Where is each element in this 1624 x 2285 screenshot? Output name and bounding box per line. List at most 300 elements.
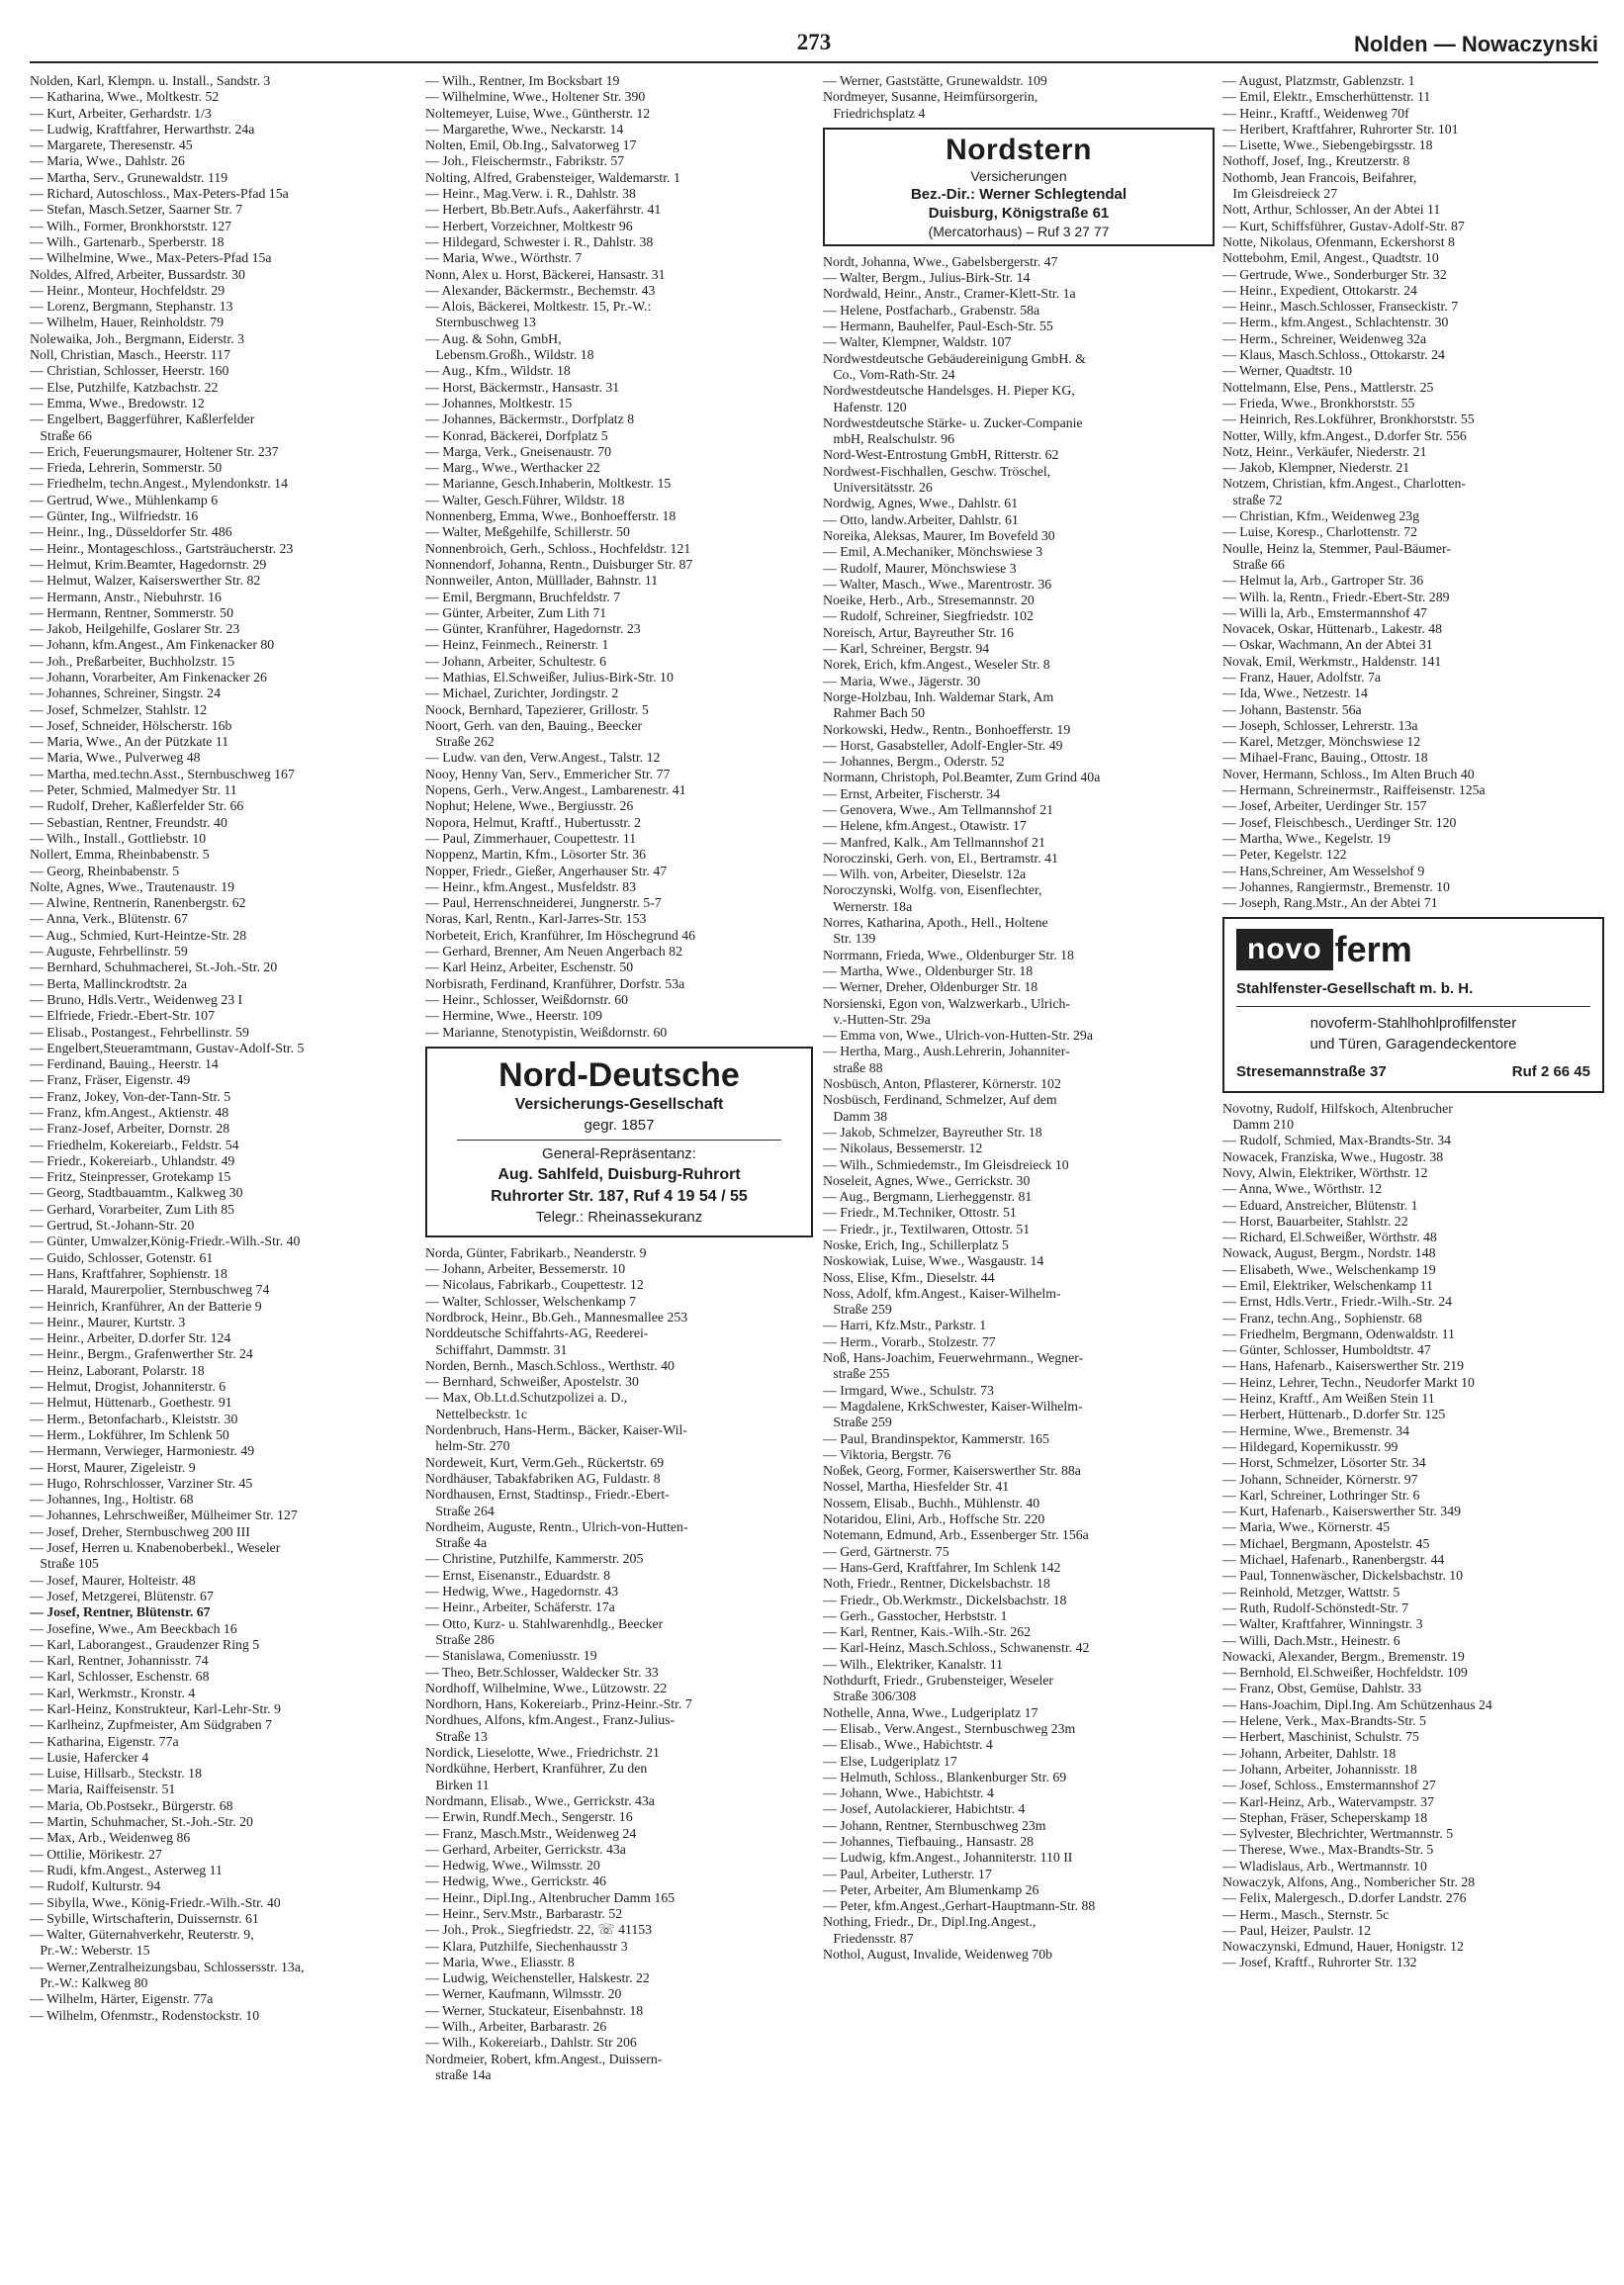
directory-entry: — Gertrude, Wwe., Sonderburger Str. 32 bbox=[1222, 266, 1447, 282]
directory-entry: — Karl, Schlosser, Eschenstr. 68 bbox=[30, 1669, 210, 1685]
directory-entry: — Hermine, Wwe., Bremenstr. 34 bbox=[1222, 1422, 1410, 1438]
directory-entry: — Bernhard, Schuhmacherei, St.-Joh.-Str. 20 bbox=[30, 960, 278, 975]
directory-entry: — Guido, Schlosser, Gotenstr. 61 bbox=[30, 1249, 214, 1265]
directory-entry: — Aug., Bergmann, Lierheggenstr. 81 bbox=[823, 1189, 1033, 1205]
directory-entry: — Bernhard, Schweißer, Apostelstr. 30 bbox=[425, 1374, 639, 1390]
directory-entry: — Maria, Raiffeisenstr. 51 bbox=[30, 1782, 176, 1797]
directory-entry: Noock, Bernhard, Tapezierer, Grillostr. 5 bbox=[425, 701, 649, 717]
directory-entry: — Berta, Mallinckrodtstr. 2a bbox=[30, 975, 188, 991]
directory-entry: Nophut; Helene, Wwe., Bergiusstr. 26 bbox=[425, 798, 634, 814]
directory-entry: mbH, Realschulstr. 96 bbox=[823, 431, 954, 447]
directory-entry: — Hermann, Verwieger, Harmoniestr. 49 bbox=[30, 1443, 255, 1459]
directory-entry: — Heinr., Ing., Düsseldorfer Str. 486 bbox=[30, 524, 232, 540]
directory-entry: — Friedr., Ob.Werkmstr., Dickelsbachstr. 18 bbox=[823, 1592, 1067, 1607]
directory-entry: Straße 286 bbox=[425, 1631, 495, 1647]
directory-entry: — Wilhelmine, Wwe., Holtener Str. 390 bbox=[425, 89, 646, 105]
directory-entry: — Wilh., Rentner, Im Bocksbart 19 bbox=[425, 73, 620, 88]
directory-entry: — Hugo, Rohrschlosser, Varziner Str. 45 bbox=[30, 1475, 253, 1491]
directory-entry: Nowacek, Franziska, Wwe., Hugostr. 38 bbox=[1222, 1148, 1444, 1164]
directory-entry: Nordwestdeutsche Stärke- u. Zucker-Companie bbox=[823, 414, 1083, 430]
directory-entry: — Wilhelmine, Wwe., Max-Peters-Pfad 15a bbox=[30, 250, 272, 266]
directory-entry: — Johannes, Tiefbauing., Hansastr. 28 bbox=[823, 1833, 1035, 1849]
nordstern-ad bbox=[823, 128, 1215, 246]
directory-entry: Noulle, Heinz la, Stemmer, Paul-Bäumer- bbox=[1222, 540, 1451, 556]
directory-entry: Nordmeier, Robert, kfm.Angest., Duissern- bbox=[425, 2051, 663, 2066]
directory-entry: — Marianne, Stenotypistin, Weißdornstr. 60 bbox=[425, 1024, 668, 1040]
directory-entry: Straße 306/308 bbox=[823, 1689, 917, 1704]
directory-entry: — Friedr., M.Techniker, Ottostr. 51 bbox=[823, 1205, 1017, 1221]
directory-entry: — Herbert, Bb.Betr.Aufs., Aakerfährstr. 41 bbox=[425, 202, 662, 218]
directory-entry: — Herm., kfm.Angest., Schlachtenstr. 30 bbox=[1222, 315, 1449, 330]
ad-address-2: Ruhrorter Str. 187, Ruf 4 19 54 / 55 bbox=[491, 1187, 748, 1205]
directory-entry: — Franz, Masch.Mstr., Weidenweg 24 bbox=[425, 1825, 637, 1841]
directory-entry: — Else, Putzhilfe, Katzbachstr. 22 bbox=[30, 379, 219, 395]
directory-entry: — Heinz, Laborant, Polarstr. 18 bbox=[30, 1362, 205, 1378]
directory-entry: — Aug. & Sohn, GmbH, bbox=[425, 330, 562, 346]
directory-entry: Birken 11 bbox=[425, 1777, 490, 1792]
directory-entry: — Marg., Wwe., Werthacker 22 bbox=[425, 460, 600, 476]
directory-entry: — Margarete, Theresenstr. 45 bbox=[30, 137, 193, 153]
directory-entry: Nolden, Karl, Klempn. u. Install., Sandstr. 3 bbox=[30, 73, 271, 88]
directory-entry: — Kurt, Arbeiter, Gerhardstr. 1/3 bbox=[30, 105, 212, 121]
directory-entry: — Ludwig, kfm.Angest., Johanniterstr. 110 II bbox=[823, 1850, 1073, 1866]
directory-entry: — Fritz, Steinpresser, Grotekamp 15 bbox=[30, 1169, 231, 1185]
directory-entry: — Hildegard, Kopernikusstr. 99 bbox=[1222, 1438, 1398, 1454]
directory-entry: — Heribert, Kraftfahrer, Ruhrorter Str. 101 bbox=[1222, 121, 1459, 137]
directory-entry: — Rudolf, Kulturstr. 94 bbox=[30, 1878, 161, 1894]
directory-entry: — Gertrud, St.-Johann-Str. 20 bbox=[30, 1218, 195, 1234]
directory-entry: — Wilh., Install., Gottliebstr. 10 bbox=[30, 830, 207, 846]
directory-entry: Novak, Emil, Werkmstr., Haldenstr. 141 bbox=[1222, 653, 1442, 669]
directory-entry: — Josef, Schmelzer, Stahlstr. 12 bbox=[30, 701, 208, 717]
directory-entry: Notemann, Edmund, Arb., Essenberger Str. 156a bbox=[823, 1527, 1089, 1543]
directory-entry: — Elisab., Postangest., Fehrbellinstr. 59 bbox=[30, 1024, 249, 1040]
directory-entry: — Josef, Kraftf., Ruhrorter Str. 132 bbox=[1222, 1955, 1417, 1970]
directory-entry: Nottebohm, Emil, Angest., Quadtstr. 10 bbox=[1222, 250, 1439, 266]
directory-entry: — Herbert, Vorzeichner, Moltkestr 96 bbox=[425, 218, 633, 233]
directory-entry: — Nikolaus, Bessemerstr. 12 bbox=[823, 1141, 983, 1156]
directory-entry: — Walter, Schlosser, Welschenkamp 7 bbox=[425, 1293, 637, 1309]
directory-entry: — Josef, Autolackierer, Habichtstr. 4 bbox=[823, 1801, 1026, 1817]
directory-entry: — Wilh., Kokereiarb., Dahlstr. Str 206 bbox=[425, 2035, 637, 2051]
ad-telegram: Telegr.: Rheinassekuranz bbox=[535, 1208, 703, 1226]
directory-entry: — Wilhelm, Ofenmstr., Rodenstockstr. 10 bbox=[30, 2007, 260, 2023]
directory-entry: Noeike, Herb., Arb., Stresemannstr. 20 bbox=[823, 593, 1035, 608]
directory-entry: Straße 13 bbox=[425, 1728, 488, 1744]
directory-entry: Norbisrath, Ferdinand, Kranführer, Dorfstr. 53a bbox=[425, 975, 685, 991]
directory-entry: — Joseph, Rang.Mstr., An der Abtei 71 bbox=[1222, 895, 1438, 911]
directory-entry: — Josef, Fleischbesch., Uerdinger Str. 120 bbox=[1222, 814, 1457, 830]
directory-entry: — Johannes, Ing., Holtistr. 68 bbox=[30, 1492, 194, 1508]
directory-entry: — Werner, Gaststätte, Grunewaldstr. 109 bbox=[823, 73, 1047, 88]
directory-entry: — Auguste, Fehrbellinstr. 59 bbox=[30, 944, 188, 960]
directory-entry: — Helene, Verk., Max-Brandts-Str. 5 bbox=[1222, 1713, 1426, 1729]
directory-entry: — Franz, techn.Ang., Sophienstr. 68 bbox=[1222, 1310, 1422, 1325]
directory-entry: Nordhorn, Hans, Kokereiarb., Prinz-Heinr.-Str. 7 bbox=[425, 1696, 692, 1712]
directory-entry: — Karl, Rentner, Kais.-Wilh.-Str. 262 bbox=[823, 1624, 1032, 1640]
directory-entry: — Engelbert, Baggerführer, Kaßlerfelder bbox=[30, 411, 255, 427]
directory-entry: Noll, Christian, Masch., Heerstr. 117 bbox=[30, 347, 230, 363]
directory-entry: — Felix, Malergesch., D.dorfer Landstr. 276 bbox=[1222, 1890, 1467, 1906]
directory-entry: — Joh., Fleischermstr., Fabrikstr. 57 bbox=[425, 153, 625, 169]
directory-entry: Co., Vom-Rath-Str. 24 bbox=[823, 366, 955, 382]
directory-entry: Nordheim, Auguste, Rentn., Ulrich-von-Hutten- bbox=[425, 1518, 688, 1534]
directory-entry: — Genovera, Wwe., Am Tellmannshof 21 bbox=[823, 801, 1054, 817]
directory-entry: — Karlheinz, Zupfmeister, Am Südgraben 7 bbox=[30, 1717, 273, 1733]
directory-entry: — Ludwig, Kraftfahrer, Herwarthstr. 24a bbox=[30, 121, 255, 137]
directory-entry: Normann, Christoph, Pol.Beamter, Zum Grind 40a bbox=[823, 770, 1101, 785]
directory-entry: — Sylvester, Blechrichter, Wertmannstr. 5 bbox=[1222, 1826, 1454, 1842]
logo-part-a: novo bbox=[1236, 929, 1333, 970]
directory-entry: — Oskar, Wachmann, An der Abtei 31 bbox=[1222, 637, 1433, 653]
directory-entry: Nothomb, Jean Francois, Beifahrer, bbox=[1222, 169, 1417, 185]
directory-entry: Rahmer Bach 50 bbox=[823, 705, 926, 721]
directory-entry: — Rudolf, Maurer, Mönchswiese 3 bbox=[823, 560, 1017, 576]
directory-entry: — Günter, Arbeiter, Zum Lith 71 bbox=[425, 604, 607, 620]
directory-entry: — Gerhard, Brenner, Am Neuen Angerbach 82 bbox=[425, 944, 682, 960]
directory-entry: — Paul, Herrenschneiderei, Jungnerstr. 5-7 bbox=[425, 895, 662, 911]
directory-entry: — Richard, Autoschloss., Max-Peters-Pfad 15a bbox=[30, 186, 289, 202]
directory-entry: — Michael, Hafenarb., Ranenbergstr. 44 bbox=[1222, 1552, 1445, 1568]
directory-entry: — Josef, Arbeiter, Uerdinger Str. 157 bbox=[1222, 798, 1427, 814]
directory-entry: — Heinr., Arbeiter, D.dorfer Str. 124 bbox=[30, 1330, 231, 1346]
directory-entry: Nordhäuser, Tabakfabriken AG, Fuldastr. 8 bbox=[425, 1470, 661, 1486]
directory-entry: — Friedhelm, Kokereiarb., Feldstr. 54 bbox=[30, 1137, 239, 1152]
directory-entry: Nowacki, Alexander, Bergm., Bremenstr. 19 bbox=[1222, 1648, 1465, 1664]
directory-entry: Noldes, Alfred, Arbeiter, Bussardstr. 30 bbox=[30, 266, 245, 282]
directory-entry: Noort, Gerh. van den, Bauing., Beecker bbox=[425, 717, 643, 733]
directory-entry: — Franz-Josef, Arbeiter, Dornstr. 28 bbox=[30, 1121, 230, 1137]
directory-entry: Novotny, Rudolf, Hilfskoch, Altenbrucher bbox=[1222, 1100, 1453, 1116]
directory-entry: — Paul, Heizer, Paulstr. 12 bbox=[1222, 1922, 1372, 1938]
novoferm-ad bbox=[1222, 917, 1604, 1092]
directory-entry: — Otto, landw.Arbeiter, Dahlstr. 61 bbox=[823, 511, 1019, 527]
directory-entry: — Elisabeth, Wwe., Welschenkamp 19 bbox=[1222, 1261, 1436, 1277]
directory-entry: — Josef, Maurer, Holteistr. 48 bbox=[30, 1572, 196, 1588]
directory-entry: — Elisab., Wwe., Habichtstr. 4 bbox=[823, 1737, 993, 1753]
directory-entry: — Margarethe, Wwe., Neckarstr. 14 bbox=[425, 121, 624, 137]
directory-entry: — Katharina, Wwe., Moltkestr. 52 bbox=[30, 89, 220, 105]
directory-entry: — Luise, Koresp., Charlottenstr. 72 bbox=[1222, 524, 1417, 540]
directory-entry: — Christian, Schlosser, Heerstr. 160 bbox=[30, 363, 229, 379]
directory-entry: Norda, Günter, Fabrikarb., Neanderstr. 9 bbox=[425, 1244, 647, 1260]
directory-entry: — Friedr., Kokereiarb., Uhlandstr. 49 bbox=[30, 1152, 235, 1168]
directory-entry: — Jakob, Klempner, Niederstr. 21 bbox=[1222, 460, 1410, 476]
directory-entry: — Theo, Betr.Schlosser, Waldecker Str. 33 bbox=[425, 1664, 659, 1680]
directory-entry: Nowack, August, Bergm., Nordstr. 148 bbox=[1222, 1245, 1436, 1261]
directory-entry: — Mihael-Franc, Bauing., Ottostr. 18 bbox=[1222, 750, 1428, 766]
directory-entry: — Heinr., Expedient, Ottokarstr. 24 bbox=[1222, 282, 1417, 298]
directory-entry: Straße 259 bbox=[823, 1302, 892, 1318]
directory-entry: — Hermann, Rentner, Sommerstr. 50 bbox=[30, 604, 233, 620]
directory-entry: — Johann, Arbeiter, Johannisstr. 18 bbox=[1222, 1761, 1417, 1777]
directory-entry: — Franz, Obst, Gemüse, Dahlstr. 33 bbox=[1222, 1681, 1422, 1696]
directory-entry: — Wilh., Schmiedemstr., Im Gleisdreieck 10 bbox=[823, 1156, 1069, 1172]
directory-entry: — Emma von, Wwe., Ulrich-von-Hutten-Str. 29a bbox=[823, 1028, 1093, 1044]
directory-entry: — Frieda, Wwe., Bronkhorststr. 55 bbox=[1222, 395, 1415, 411]
directory-entry: Norddeutsche Schiffahrts-AG, Reederei- bbox=[425, 1325, 649, 1341]
directory-entry: — Hermann, Bauhelfer, Paul-Esch-Str. 55 bbox=[823, 319, 1053, 334]
directory-entry: — Walter, Kraftfahrer, Winningstr. 3 bbox=[1222, 1616, 1423, 1632]
directory-entry: — Else, Ludgeriplatz 17 bbox=[823, 1753, 957, 1769]
directory-entry: — Karel, Metzger, Mönchswiese 12 bbox=[1222, 734, 1421, 750]
directory-entry: — Helmut, Hüttenarb., Goethestr. 91 bbox=[30, 1395, 232, 1411]
directory-entry: Nossem, Elisab., Buchh., Mühlenstr. 40 bbox=[823, 1495, 1040, 1510]
directory-entry: Norek, Erich, kfm.Angest., Weseler Str. 8 bbox=[823, 657, 1050, 673]
column-1 bbox=[30, 73, 417, 2024]
directory-entry: — Karl, Schreiner, Lothringer Str. 6 bbox=[1222, 1487, 1420, 1503]
directory-entry: — Alois, Bäckerei, Moltkestr. 15, Pr.-W.: bbox=[425, 299, 652, 315]
ad-founded: gegr. 1857 bbox=[584, 1116, 655, 1134]
directory-entry: Nossel, Martha, Hiesfelder Str. 41 bbox=[823, 1479, 1010, 1495]
directory-entry: — Konrad, Bäckerei, Dorfplatz 5 bbox=[425, 427, 608, 443]
directory-entry: — Jakob, Heilgehilfe, Goslarer Str. 23 bbox=[30, 621, 240, 637]
directory-entry: — Ferdinand, Bauing., Heerstr. 14 bbox=[30, 1056, 219, 1072]
directory-entry: — Kurt, Hafenarb., Kaiserswerther Str. 349 bbox=[1222, 1504, 1461, 1519]
directory-entry: Straße 66 bbox=[1222, 556, 1285, 572]
directory-entry: Nothdurft, Friedr., Grubensteiger, Weseler bbox=[823, 1673, 1053, 1689]
directory-entry: Nolting, Alfred, Grabensteiger, Waldemarstr. 1 bbox=[425, 169, 680, 185]
directory-entry: — Karl, Laborangest., Graudenzer Ring 5 bbox=[30, 1636, 260, 1652]
directory-entry: — Johann, kfm.Angest., Am Finkenacker 80 bbox=[30, 637, 275, 653]
directory-entry: Friedensstr. 87 bbox=[823, 1930, 914, 1946]
directory-entry: — Helmuth, Schloss., Blankenburger Str. 69 bbox=[823, 1769, 1067, 1784]
page-number: 273 bbox=[796, 30, 832, 54]
directory-entry: — Peter, kfm.Angest.,Gerhart-Hauptmann-Str. 88 bbox=[823, 1898, 1096, 1914]
directory-entry: Nowaczyk, Alfons, Ang., Nombericher Str. 28 bbox=[1222, 1874, 1476, 1889]
directory-entry: — Erich, Feuerungsmaurer, Holtener Str. 237 bbox=[30, 443, 279, 459]
directory-entry: — Johannes, Bergm., Oderstr. 52 bbox=[823, 754, 1005, 770]
directory-entry: Nordmeyer, Susanne, Heimfürsorgerin, bbox=[823, 89, 1038, 105]
directory-entry: — Karl, Schreiner, Bergstr. 94 bbox=[823, 641, 990, 657]
directory-entry: — Josef, Herren u. Knabenoberbekl., Weseler bbox=[30, 1540, 281, 1556]
directory-entry: Nordhues, Alfons, kfm.Angest., Franz-Julius- bbox=[425, 1712, 676, 1728]
directory-entry: — Günter, Schlosser, Humboldtstr. 47 bbox=[1222, 1342, 1431, 1358]
directory-entry: — Hertha, Marg., Aush.Lehrerin, Johanniter- bbox=[823, 1044, 1070, 1059]
directory-entry: — Mathias, El.Schweißer, Julius-Birk-Str. 10 bbox=[425, 669, 674, 685]
directory-entry: — Heinr., Maurer, Kurtstr. 3 bbox=[30, 1314, 186, 1329]
directory-entry: — Helene, kfm.Angest., Otawistr. 17 bbox=[823, 818, 1027, 834]
directory-entry: — Peter, Kegelstr. 122 bbox=[1222, 847, 1347, 863]
ad-name: Nord-Deutsche bbox=[498, 1055, 740, 1094]
directory-entry: Nordick, Lieselotte, Wwe., Friedrichstr. 21 bbox=[425, 1745, 660, 1761]
directory-entry: — Wilh., Arbeiter, Barbarastr. 26 bbox=[425, 2019, 607, 2035]
directory-entry: Noppenz, Martin, Kfm., Lösorter Str. 36 bbox=[425, 847, 647, 863]
directory-entry: Noreisch, Artur, Bayreuther Str. 16 bbox=[823, 624, 1014, 640]
directory-entry: — Hans-Joachim, Dipl.Ing. Am Schützenhaus 24 bbox=[1222, 1696, 1492, 1712]
ad-name: Nordstern bbox=[946, 133, 1092, 166]
directory-entry: Nooy, Henny Van, Serv., Emmericher Str. 77 bbox=[425, 766, 671, 781]
directory-entry: Hafenstr. 120 bbox=[823, 399, 907, 414]
directory-entry: — Walter, Masch., Wwe., Marentrostr. 36 bbox=[823, 576, 1052, 592]
directory-entry: — Ida, Wwe., Netzestr. 14 bbox=[1222, 686, 1368, 701]
directory-entry: — Horst, Bauarbeiter, Stahlstr. 22 bbox=[1222, 1213, 1408, 1229]
directory-entry: Lebensm.Großh., Wildstr. 18 bbox=[425, 347, 594, 363]
ad-line-2: und Türen, Garagendeckentore bbox=[1309, 1036, 1517, 1053]
directory-entry: Nordwest-Fischhallen, Geschw. Tröschel, bbox=[823, 463, 1051, 479]
directory-entry: — Wladislaus, Arb., Wertmannstr. 10 bbox=[1222, 1858, 1427, 1874]
directory-entry: helm-Str. 270 bbox=[425, 1438, 510, 1454]
directory-entry: Nord-West-Entrostung GmbH, Ritterstr. 62 bbox=[823, 447, 1059, 463]
directory-entry: Notz, Heinr., Verkäufer, Niederstr. 21 bbox=[1222, 443, 1427, 459]
directory-entry: — Alwine, Rentnerin, Ranenbergstr. 62 bbox=[30, 895, 246, 911]
directory-entry: Nordwald, Heinr., Anstr., Cramer-Klett-Str. 1a bbox=[823, 286, 1076, 302]
directory-entry: — Heinr., Dipl.Ing., Altenbrucher Damm 165 bbox=[425, 1889, 676, 1905]
directory-entry: — Karl Heinz, Arbeiter, Eschenstr. 50 bbox=[425, 960, 634, 975]
directory-entry: — Alexander, Bäckermstr., Bechemstr. 43 bbox=[425, 282, 656, 298]
ad-subtitle: Versicherungs-Gesellschaft bbox=[514, 1095, 724, 1113]
directory-entry: Nordhoff, Wilhelmine, Wwe., Lützowstr. 22 bbox=[425, 1680, 668, 1695]
directory-entry: — Friedr., jr., Textilwaren, Ottostr. 51 bbox=[823, 1221, 1031, 1236]
directory-entry: Noseleit, Agnes, Wwe., Gerrickstr. 30 bbox=[823, 1172, 1031, 1188]
ad-phone: Ruf 2 66 45 bbox=[1511, 1063, 1590, 1081]
directory-entry: — Harri, Kfz.Mstr., Parkstr. 1 bbox=[823, 1318, 987, 1333]
directory-entry: — Horst, Gasabsteller, Adolf-Engler-Str. 49 bbox=[823, 737, 1063, 753]
directory-entry: — Herm., Schreiner, Weidenweg 32a bbox=[1222, 330, 1427, 346]
directory-entry: Norden, Bernh., Masch.Schloss., Werthstr. 40 bbox=[425, 1357, 675, 1373]
directory-entry: Nordeweit, Kurt, Verm.Geh., Rückertstr. 69 bbox=[425, 1454, 665, 1470]
directory-entry: — Reinhold, Metzger, Wattstr. 5 bbox=[1222, 1584, 1400, 1600]
directory-entry: — Klaus, Masch.Schloss., Ottokarstr. 24 bbox=[1222, 347, 1445, 363]
page-header bbox=[30, 30, 1598, 69]
directory-entry: — Lusie, Hafercker 4 bbox=[30, 1749, 149, 1765]
directory-entry: — Werner, Stuckateur, Eisenbahnstr. 18 bbox=[425, 2002, 644, 2018]
directory-entry: Straße 66 bbox=[30, 427, 92, 443]
directory-entry: — Stanislawa, Comeniusstr. 19 bbox=[425, 1648, 597, 1664]
directory-entry: — Karl-Heinz, Masch.Schloss., Schwanenstr. 42 bbox=[823, 1640, 1090, 1656]
directory-entry: — Paul, Zimmerhauer, Coupettestr. 11 bbox=[425, 830, 637, 846]
directory-entry: — Walter, Güternahverkehr, Reuterstr. 9, bbox=[30, 1927, 254, 1943]
directory-entry: — Michael, Zurichter, Jordingstr. 2 bbox=[425, 686, 619, 701]
directory-entry: Nordkühne, Herbert, Kranführer, Zu den bbox=[425, 1761, 648, 1777]
directory-entry: — Heinr., Serv.Mstr., Barbarastr. 52 bbox=[425, 1905, 623, 1921]
directory-entry: — Heinr., Montageschloss., Gartsträucherstr. 23 bbox=[30, 540, 294, 556]
ad-line-3: Duisburg, Königstraße 61 bbox=[928, 204, 1110, 222]
directory-entry: Nordwestdeutsche Handelsges. H. Pieper KG, bbox=[823, 383, 1075, 399]
directory-entry: Nowaczynski, Edmund, Hauer, Honigstr. 12 bbox=[1222, 1939, 1464, 1955]
directory-entry: Noreika, Aleksas, Maurer, Im Bovefeld 30 bbox=[823, 527, 1055, 543]
directory-entry: Pr.-W.: Weberstr. 15 bbox=[30, 1943, 150, 1959]
ad-line-4: (Mercatorhaus) – Ruf 3 27 77 bbox=[928, 223, 1110, 239]
directory-entry: Nolten, Emil, Ob.Ing., Salvatorweg 17 bbox=[425, 137, 637, 153]
directory-entry: — Johannes, Lehrschweißer, Mülheimer Str. 127 bbox=[30, 1508, 298, 1523]
directory-entry: — Otto, Kurz- u. Stahlwarenhdlg., Beecker bbox=[425, 1615, 664, 1631]
directory-entry: — August, Platzmstr, Gablenzstr. 1 bbox=[1222, 73, 1415, 88]
column-3 bbox=[823, 73, 1215, 1963]
novoferm-logo bbox=[1236, 929, 1590, 970]
directory-entry: Straße 262 bbox=[425, 734, 495, 750]
directory-entry: — Hermine, Wwe., Heerstr. 109 bbox=[425, 1008, 603, 1024]
directory-entry: — Irmgard, Wwe., Schulstr. 73 bbox=[823, 1382, 994, 1398]
ad-street: Stresemannstraße 37 bbox=[1236, 1063, 1387, 1081]
directory-entry: Nordwig, Agnes, Wwe., Dahlstr. 61 bbox=[823, 496, 1019, 511]
column-4 bbox=[1222, 73, 1604, 1971]
directory-entry: — Harald, Maurerpolier, Sternbuschweg 74 bbox=[30, 1282, 270, 1298]
directory-entry: Notte, Nikolaus, Ofenmann, Eckershorst 8 bbox=[1222, 233, 1455, 249]
directory-entry: — Friedhelm, Bergmann, Odenwaldstr. 11 bbox=[1222, 1325, 1455, 1341]
directory-entry: Nott, Arthur, Schlosser, An der Abtei 11 bbox=[1222, 202, 1441, 218]
directory-entry: — Heinr., kfm.Angest., Musfeldstr. 83 bbox=[425, 878, 637, 894]
ad-line-2: Bez.-Dir.: Werner Schlegtendal bbox=[910, 185, 1128, 203]
directory-entry: Nothelle, Anna, Wwe., Ludgeriplatz 17 bbox=[823, 1704, 1038, 1720]
directory-entry: — Werner, Kaufmann, Wilmsstr. 20 bbox=[425, 1986, 622, 2002]
directory-entry: Noß, Hans-Joachim, Feuerwehrmann., Wegner- bbox=[823, 1350, 1084, 1366]
directory-entry: — Maria, Wwe., Wörthstr. 7 bbox=[425, 250, 583, 266]
directory-entry: — Horst, Schmelzer, Lösorter Str. 34 bbox=[1222, 1455, 1426, 1471]
directory-entry: Nothoff, Josef, Ing., Kreutzerstr. 8 bbox=[1222, 153, 1410, 169]
directory-entry: Noss, Elise, Kfm., Dieselstr. 44 bbox=[823, 1269, 995, 1285]
directory-entry: — Hildegard, Schwester i. R., Dahlstr. 38 bbox=[425, 233, 654, 249]
directory-entry: Notaridou, Elini, Arb., Hoffsche Str. 220 bbox=[823, 1511, 1045, 1527]
directory-entry: — Helmut, Walzer, Kaiserswerther Str. 82 bbox=[30, 573, 261, 589]
directory-entry: — Herm., Lokführer, Im Schlenk 50 bbox=[30, 1426, 229, 1442]
directory-entry: — Herm., Betonfacharb., Kleiststr. 30 bbox=[30, 1411, 238, 1426]
directory-entry: — Günter, Ing., Wilfriedstr. 16 bbox=[30, 508, 199, 524]
directory-entry: — Johann, Schneider, Körnerstr. 97 bbox=[1222, 1471, 1418, 1487]
directory-entry: — Joseph, Schlosser, Lehrerstr. 13a bbox=[1222, 717, 1418, 733]
column-2 bbox=[425, 73, 813, 2083]
directory-entry: Novacek, Oskar, Hüttenarb., Lakestr. 48 bbox=[1222, 621, 1443, 637]
directory-entry: — Emil, Elektriker, Welschenkamp 11 bbox=[1222, 1278, 1433, 1293]
directory-entry: — Walter, Gesch.Führer, Wildstr. 18 bbox=[425, 492, 625, 507]
directory-entry: — Peter, Schmied, Malmedyer Str. 11 bbox=[30, 782, 237, 798]
directory-entry: — Hermann, Anstr., Niebuhrstr. 16 bbox=[30, 589, 222, 604]
directory-entry: Nordmann, Elisab., Wwe., Gerrickstr. 43a bbox=[425, 1792, 655, 1808]
directory-entry: — Frieda, Lehrerin, Sommerstr. 50 bbox=[30, 460, 223, 476]
directory-entry: Nosbüsch, Ferdinand, Schmelzer, Auf dem bbox=[823, 1092, 1057, 1108]
directory-entry: — Georg, Stadtbauamtm., Kalkweg 30 bbox=[30, 1185, 243, 1201]
directory-entry: Nordhausen, Ernst, Stadtinsp., Friedr.-Ebert- bbox=[425, 1487, 670, 1503]
directory-entry: — Marianne, Gesch.Inhaberin, Moltkestr. 15 bbox=[425, 476, 672, 492]
directory-entry: — Maria, Ob.Postsekr., Bürgerstr. 68 bbox=[30, 1797, 233, 1813]
directory-entry: — Heinrich, Kranführer, An der Batterie 9 bbox=[30, 1298, 262, 1314]
directory-entry: Nollert, Emma, Rheinbabenstr. 5 bbox=[30, 847, 210, 863]
directory-entry: Nolewaika, Joh., Bergmann, Eiderstr. 3 bbox=[30, 330, 245, 346]
directory-entry: — Martha, Wwe., Oldenburger Str. 18 bbox=[823, 962, 1034, 978]
directory-entry: — Herbert, Maschinist, Schulstr. 75 bbox=[1222, 1729, 1419, 1745]
ad-line-1: Versicherungen bbox=[970, 167, 1067, 184]
running-title: Nolden — Nowaczynski bbox=[1354, 32, 1598, 56]
directory-entry: Damm 210 bbox=[1222, 1117, 1295, 1133]
directory-entry: — Jakob, Schmelzer, Bayreuther Str. 18 bbox=[823, 1124, 1042, 1140]
directory-entry: — Johann, Arbeiter, Dahlstr. 18 bbox=[1222, 1745, 1397, 1761]
directory-entry: — Hedwig, Wwe., Wilmsstr. 20 bbox=[425, 1858, 600, 1874]
directory-entry: — Maria, Wwe., Pulverweg 48 bbox=[30, 750, 201, 766]
directory-entry: — Christian, Kfm., Weidenweg 23g bbox=[1222, 508, 1420, 524]
directory-entry: Damm 38 bbox=[823, 1108, 888, 1124]
directory-entry: Noth, Friedr., Rentner, Dickelsbachstr. 18 bbox=[823, 1576, 1050, 1592]
directory-entry: — Erwin, Rundf.Mech., Sengerstr. 16 bbox=[425, 1809, 633, 1825]
directory-entry: — Willi la, Arb., Emstermannshof 47 bbox=[1222, 604, 1427, 620]
directory-entry: — Franz, Fräser, Eigenstr. 49 bbox=[30, 1072, 191, 1088]
directory-entry: — Sibylla, Wwe., König-Friedr.-Wilh.-Str. 40 bbox=[30, 1894, 281, 1910]
directory-entry: straße 255 bbox=[823, 1366, 890, 1382]
directory-entry: — Heinr., Masch.Schlosser, Franseckistr. 7 bbox=[1222, 299, 1459, 315]
directory-entry: — Sebastian, Rentner, Freundstr. 40 bbox=[30, 814, 227, 830]
directory-entry: Nonnenbroich, Gerh., Schloss., Hochfeldstr. 121 bbox=[425, 540, 691, 556]
directory-entry: — Katharina, Eigenstr. 77a bbox=[30, 1733, 179, 1749]
directory-entry: — Christine, Putzhilfe, Kammerstr. 205 bbox=[425, 1551, 644, 1567]
directory-entry: — Heinz, Lehrer, Techn., Neudorfer Markt 10 bbox=[1222, 1374, 1475, 1390]
directory-entry: — Werner, Quadtstr. 10 bbox=[1222, 363, 1353, 379]
directory-entry: — Werner, Dreher, Oldenburger Str. 18 bbox=[823, 979, 1038, 995]
directory-entry: — Paul, Tonnenwäscher, Dickelsbachstr. 10 bbox=[1222, 1568, 1464, 1584]
directory-entry: — Heinr., Arbeiter, Schäferstr. 17a bbox=[425, 1600, 615, 1615]
directory-entry: — Michael, Bergmann, Apostelstr. 45 bbox=[1222, 1535, 1430, 1551]
directory-entry: — Luise, Hillsarb., Steckstr. 18 bbox=[30, 1766, 202, 1782]
directory-entry: Nonn, Alex u. Horst, Bäckerei, Hansastr. 31 bbox=[425, 266, 666, 282]
directory-entry: — Heinr., Bergm., Grafenwerther Str. 24 bbox=[30, 1346, 253, 1362]
